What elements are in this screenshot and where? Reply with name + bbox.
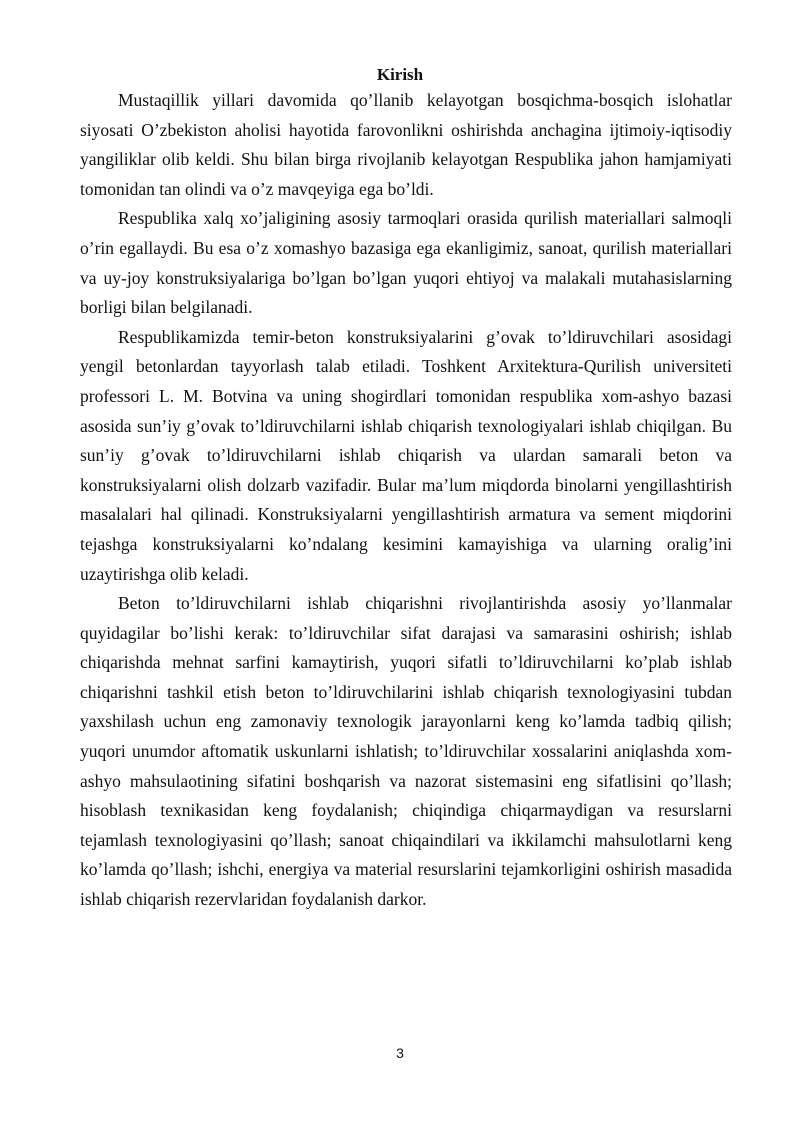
- body-text: [80, 86, 732, 915]
- paragraph-2: Respublika xalq xo’jaligining asosiy tarmoqlari orasida qurilish materiallari salmoqli o’rin egallaydi. Bu esa o’z xomashyo bazasiga ega ekanligimiz, sanoat, qurilish materiallari va uy-joy konstruksiyalariga bo’lgan bo’lgan yuqori ehtiyoj va malakali mutahasislarning borligi bilan belgilanadi.: [80, 208, 732, 318]
- paragraph-3: Respublikamizda temir-beton konstruksiyalarini g’ovak to’ldiruvchilari asosidagi yengil betonlardan tayyorlash talab etiladi. Toshkent Arxitektura-Qurilish universiteti professori L. M. Botvina va uning shogirdlari tomonidan respublika xom-ashyo bazasi asosida sun’iy g’ovak to’ldiruvchilarni ishlab chiqarish texnologiyalari ishlab chiqilgan. Bu sun’iy g’ovak to’ldiruvchilarni ishlab chiqarish va ulardan samarali beton va konstruksiyalarni olish dolzarb vazifadir. Bular ma’lum miqdorda binolarni yengillashtirish masalalari hal qilinadi. Konstruksiyalarni yengillashtirish armatura va sement miqdorini tejashga konstruksiyalarni ko’ndalang kesimini kamayishiga va ularning oralig’ini uzaytirishga olib keladi.: [80, 326, 732, 584]
- section-heading: Kirish: [376, 65, 424, 84]
- paragraph-4: Beton to’ldiruvchilarni ishlab chiqarishni rivojlantirishda asosiy yo’llanmalar quyidagilar bo’lishi kerak: to’ldiruvchilar sifat darajasi va samarasini oshirish; ishlab chiqarishda mehnat sarfini kamaytirish, yuqori sifatli to’ldiruvchilarni ko’plab ishlab chiqarishni tashkil etish beton to’ldiruvchilarini ishlab chiqarish texnologiyasini tubdan yaxshilash uchun eng zamonaviy texnologik jarayonlarni keng ko’lamda tadbiq qilish; yuqori unumdor aftomatik uskunlarni ishlatish; to’ldiruvchilar xossalarini aniqlashda xom-ashyo mahsulaotining sifatini boshqarish va nazorat sistemasini eng sifatlisini qo’llash; hisoblash texnikasidan keng foydalanish; chiqindiga chiqarmaydigan va resurslarni tejamlash texnologiyasini qo’llash; sanoat chiqaindilari va ikkilamchi mahsulotlarni keng ko’lamda qo’llash; ishchi, energiya va material resurslarini tejamkorligini oshirish masadida ishlab chiqarish rezervlaridan foydalanish darkor.: [80, 593, 732, 910]
- paragraph-1: Mustaqillik yillari davomida qo’llanib kelayotgan bosqichma-bosqich islohatlar siyosati O’zbekiston aholisi hayotida farovonlikni oshirishda anchagina ijtimoiy-iqtisodiy yangiliklar olib keldi. Shu bilan birga rivojlanib kelayotgan Respublika jahon hamjamiyati tomonidan tan olindi va o’z mavqeyiga ega bo’ldi.: [80, 90, 732, 199]
- page-number: 3: [396, 1045, 404, 1061]
